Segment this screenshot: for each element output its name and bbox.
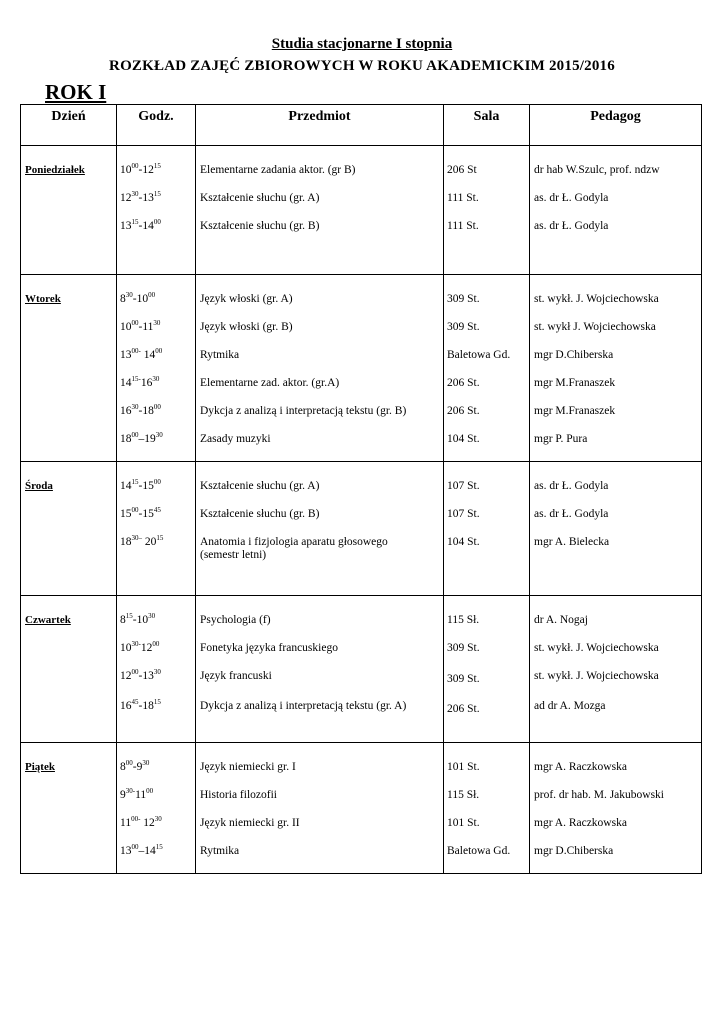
time-hour: 11 bbox=[120, 817, 132, 829]
time-cell bbox=[117, 743, 196, 874]
time-minutes: 15 bbox=[131, 478, 139, 486]
time-hour: 14 bbox=[120, 480, 132, 492]
time-minutes: 15 bbox=[156, 534, 164, 542]
time-hour: 13 bbox=[120, 349, 132, 361]
subject-entry bbox=[196, 536, 443, 566]
room-entry: 104 St. bbox=[447, 433, 480, 445]
time-hour: 15 bbox=[120, 508, 132, 520]
time-minutes: 15 bbox=[153, 162, 161, 170]
subject-line: Język niemiecki gr. II bbox=[200, 817, 300, 829]
time-minutes: 30- bbox=[131, 640, 141, 648]
subject-line: Historia filozofii bbox=[200, 789, 277, 801]
time-hour: 18 bbox=[120, 433, 132, 445]
room-entry: 107 St. bbox=[447, 508, 480, 520]
time-hour: -15 bbox=[138, 508, 154, 520]
time-entry bbox=[117, 508, 195, 536]
teacher-entry: as. dr Ł. Godyla bbox=[534, 192, 609, 204]
time-minutes: 15- bbox=[131, 375, 141, 383]
time-minutes: 30 bbox=[125, 291, 133, 299]
subject-entry bbox=[196, 642, 443, 670]
time-hour: 8 bbox=[120, 614, 126, 626]
subject-entry bbox=[196, 377, 443, 405]
subject-entry bbox=[196, 480, 443, 508]
header-row bbox=[21, 105, 702, 146]
subject-line: Rytmika bbox=[200, 845, 240, 857]
document-title: Studia stacjonarne I stopnia bbox=[271, 36, 453, 52]
subject-entry bbox=[196, 789, 443, 817]
teacher-entry: as. dr Ł. Godyla bbox=[534, 508, 609, 520]
teacher-entry: st. wykł. J. Wojciechowska bbox=[534, 293, 659, 305]
time-minutes: 15 bbox=[153, 190, 161, 198]
time-hour: -11 bbox=[138, 321, 154, 333]
day-label: Piątek bbox=[25, 761, 55, 773]
schedule-table bbox=[20, 104, 702, 874]
time-minutes: 00 bbox=[125, 759, 133, 767]
time-hour: 16 bbox=[120, 700, 132, 712]
room-entry: 206 St. bbox=[447, 377, 480, 389]
time-minutes: 15 bbox=[125, 612, 133, 620]
time-hour: 18 bbox=[120, 536, 132, 548]
time-hour: 14 bbox=[120, 377, 132, 389]
time-minutes: 00 bbox=[131, 668, 139, 676]
time-hour: -12 bbox=[138, 164, 154, 176]
time-minutes: 15 bbox=[155, 843, 163, 851]
time-hour: 12 bbox=[120, 670, 132, 682]
teacher-cell bbox=[530, 462, 702, 596]
teacher-entry: mgr A. Raczkowska bbox=[534, 761, 627, 773]
time-minutes: 00 bbox=[131, 319, 139, 327]
time-minutes: 15 bbox=[131, 218, 139, 226]
time-minutes: 30 bbox=[153, 668, 161, 676]
subject-cell bbox=[196, 146, 444, 275]
room-entry: 101 St. bbox=[447, 761, 480, 773]
subject-entry bbox=[196, 433, 443, 461]
subject-line: Psychologia (f) bbox=[200, 614, 271, 626]
subject-line: Język włoski (gr. A) bbox=[200, 293, 293, 305]
subject-entry bbox=[196, 817, 443, 845]
day-row bbox=[21, 596, 702, 743]
time-hour: 10 bbox=[120, 164, 132, 176]
time-minutes: 00 bbox=[152, 640, 160, 648]
teacher-entry: prof. dr hab. M. Jakubowski bbox=[534, 789, 664, 801]
subject-entry bbox=[196, 349, 443, 377]
time-minutes: 30- bbox=[125, 787, 136, 795]
time-entry bbox=[117, 536, 195, 566]
subject-line: Dykcja z analizą i interpretacją tekstu (gr. A) bbox=[200, 700, 407, 712]
teacher-cell bbox=[530, 275, 702, 462]
time-minutes: 30 bbox=[152, 375, 160, 383]
time-minutes: 00- bbox=[131, 347, 141, 355]
time-minutes: 00 bbox=[153, 218, 161, 226]
day-label: Środa bbox=[25, 480, 53, 492]
time-entry bbox=[117, 700, 195, 738]
year-heading: ROK I bbox=[45, 80, 107, 104]
teacher-entry: mgr A. Raczkowska bbox=[534, 817, 627, 829]
time-minutes: 00- bbox=[131, 815, 141, 823]
room-entry: 115 Sł. bbox=[447, 789, 480, 801]
time-minutes: 00 bbox=[131, 431, 139, 439]
room-entry: 206 St bbox=[447, 164, 477, 176]
time-hour: -18 bbox=[138, 405, 154, 417]
time-minutes: 00 bbox=[153, 478, 161, 486]
subject-entry bbox=[196, 321, 443, 349]
subject-entry bbox=[196, 761, 443, 789]
teacher-entry: as. dr Ł. Godyla bbox=[534, 480, 609, 492]
room-entry: 309 St. bbox=[447, 673, 480, 685]
teacher-entry: st. wykł. J. Wojciechowska bbox=[534, 670, 659, 682]
teacher-entry: as. dr Ł. Godyla bbox=[534, 220, 609, 232]
subject-line: (semestr letni) bbox=[200, 549, 267, 561]
time-minutes: 15 bbox=[153, 698, 161, 706]
subject-entry bbox=[196, 508, 443, 536]
subject-entry bbox=[196, 700, 443, 738]
column-header-room: Sala bbox=[444, 105, 530, 146]
time-hour: 20 bbox=[142, 536, 157, 548]
room-cell bbox=[444, 462, 530, 596]
room-entry: 115 Sł. bbox=[447, 614, 480, 626]
time-entry bbox=[117, 817, 195, 845]
time-hour: 10 bbox=[120, 321, 132, 333]
teacher-entry: mgr D.Chiberska bbox=[534, 349, 614, 361]
room-entry: 104 St. bbox=[447, 536, 480, 548]
time-entry bbox=[117, 321, 195, 349]
room-entry: 206 St. bbox=[447, 703, 480, 715]
column-header-time: Godz. bbox=[117, 105, 196, 146]
subject-line: Elementarne zad. aktor. (gr.A) bbox=[200, 377, 340, 389]
time-minutes: 00 bbox=[131, 506, 139, 514]
time-hour: -18 bbox=[138, 700, 154, 712]
time-entry bbox=[117, 761, 195, 789]
time-entry bbox=[117, 293, 195, 321]
time-hour: 9 bbox=[120, 789, 126, 801]
day-cell bbox=[21, 462, 117, 596]
room-cell bbox=[444, 743, 530, 874]
subject-cell bbox=[196, 275, 444, 462]
time-minutes: 00 bbox=[148, 291, 156, 299]
time-entry bbox=[117, 192, 195, 220]
time-entry bbox=[117, 614, 195, 642]
teacher-cell bbox=[530, 596, 702, 743]
time-cell bbox=[117, 275, 196, 462]
subject-line: Kształcenie słuchu (gr. A) bbox=[200, 480, 320, 492]
teacher-entry: mgr A. Bielecka bbox=[534, 536, 610, 548]
subject-line: Elementarne zadania aktor. (gr B) bbox=[200, 164, 356, 176]
time-hour: –14 bbox=[138, 845, 156, 857]
subject-line: Dykcja z analizą i interpretacją tekstu (gr. B) bbox=[200, 405, 407, 417]
teacher-entry: mgr P. Pura bbox=[534, 433, 588, 445]
subject-cell bbox=[196, 596, 444, 743]
time-hour: 12 bbox=[140, 817, 155, 829]
time-hour: 16 bbox=[120, 405, 132, 417]
subject-line: Anatomia i fizjologia aparatu głosowego bbox=[200, 536, 388, 548]
time-minutes: 30 bbox=[154, 815, 162, 823]
day-cell bbox=[21, 596, 117, 743]
day-label: Czwartek bbox=[25, 614, 71, 626]
subject-entry bbox=[196, 405, 443, 433]
subject-line: Kształcenie słuchu (gr. A) bbox=[200, 192, 320, 204]
time-hour: 11 bbox=[135, 789, 147, 801]
subject-entry bbox=[196, 220, 443, 248]
day-row bbox=[21, 462, 702, 596]
day-row bbox=[21, 146, 702, 275]
room-cell bbox=[444, 146, 530, 275]
time-hour: 8 bbox=[120, 761, 126, 773]
day-cell bbox=[21, 743, 117, 874]
teacher-entry: mgr M.Franaszek bbox=[534, 405, 616, 417]
subject-entry bbox=[196, 614, 443, 642]
time-entry bbox=[117, 789, 195, 817]
subject-entry bbox=[196, 192, 443, 220]
time-entry bbox=[117, 349, 195, 377]
subject-line: Fonetyka języka francuskiego bbox=[200, 642, 338, 654]
time-minutes: 30 bbox=[142, 759, 150, 767]
time-hour: 8 bbox=[120, 293, 126, 305]
time-hour: -15 bbox=[138, 480, 154, 492]
column-header-day: Dzień bbox=[21, 105, 117, 146]
subject-line: Język niemiecki gr. I bbox=[200, 761, 296, 773]
day-cell bbox=[21, 146, 117, 275]
teacher-entry: st. wykł J. Wojciechowska bbox=[534, 321, 656, 333]
time-minutes: 30 bbox=[131, 190, 139, 198]
teacher-entry: dr hab W.Szulc, prof. ndzw bbox=[534, 164, 660, 176]
room-cell bbox=[444, 596, 530, 743]
time-minutes: 00 bbox=[153, 403, 161, 411]
time-minutes: 00 bbox=[146, 787, 154, 795]
room-entry: 206 St. bbox=[447, 405, 480, 417]
subject-line: Język włoski (gr. B) bbox=[200, 321, 293, 333]
time-minutes: 30 bbox=[153, 319, 161, 327]
subject-line: Język francuski bbox=[200, 670, 272, 682]
subject-entry bbox=[196, 293, 443, 321]
room-entry: 111 St. bbox=[447, 220, 479, 232]
time-minutes: 45 bbox=[153, 506, 161, 514]
subject-line: Zasady muzyki bbox=[200, 433, 271, 445]
room-cell bbox=[444, 275, 530, 462]
time-minutes: 00 bbox=[131, 843, 139, 851]
room-entry: 309 St. bbox=[447, 293, 480, 305]
time-minutes: 30 bbox=[131, 403, 139, 411]
time-entry bbox=[117, 405, 195, 433]
time-hour: 10 bbox=[120, 642, 132, 654]
time-entry bbox=[117, 220, 195, 248]
time-entry bbox=[117, 433, 195, 461]
subject-cell bbox=[196, 462, 444, 596]
time-minutes: 30 bbox=[148, 612, 156, 620]
time-cell bbox=[117, 462, 196, 596]
time-entry bbox=[117, 670, 195, 700]
time-hour: 12 bbox=[120, 192, 132, 204]
time-entry bbox=[117, 642, 195, 670]
day-label: Wtorek bbox=[25, 293, 61, 305]
room-entry: Baletowa Gd. bbox=[447, 349, 511, 361]
time-hour: -10 bbox=[132, 614, 149, 626]
time-hour: –19 bbox=[138, 433, 156, 445]
subject-line: Kształcenie słuchu (gr. B) bbox=[200, 220, 320, 232]
teacher-cell bbox=[530, 743, 702, 874]
time-hour: -13 bbox=[138, 192, 154, 204]
time-entry bbox=[117, 164, 195, 192]
subject-line: Rytmika bbox=[200, 349, 240, 361]
time-cell bbox=[117, 146, 196, 275]
room-entry: Baletowa Gd. bbox=[447, 845, 511, 857]
time-hour: 13 bbox=[120, 220, 132, 232]
time-entry bbox=[117, 377, 195, 405]
teacher-entry: ad dr A. Mozga bbox=[534, 700, 606, 712]
column-header-subject: Przedmiot bbox=[196, 105, 444, 146]
subject-line: Kształcenie słuchu (gr. B) bbox=[200, 508, 320, 520]
time-minutes: 30– bbox=[131, 534, 142, 542]
day-row bbox=[21, 275, 702, 462]
day-cell bbox=[21, 275, 117, 462]
teacher-entry: st. wykł. J. Wojciechowska bbox=[534, 642, 659, 654]
teacher-cell bbox=[530, 146, 702, 275]
subject-entry bbox=[196, 845, 443, 873]
day-row bbox=[21, 743, 702, 874]
time-entry bbox=[117, 845, 195, 873]
time-hour: -10 bbox=[132, 293, 149, 305]
teacher-entry: mgr D.Chiberska bbox=[534, 845, 614, 857]
time-cell bbox=[117, 596, 196, 743]
teacher-entry: dr A. Nogaj bbox=[534, 614, 588, 626]
teacher-entry: mgr M.Franaszek bbox=[534, 377, 616, 389]
room-entry: 309 St. bbox=[447, 642, 480, 654]
subject-entry bbox=[196, 164, 443, 192]
time-hour: -14 bbox=[138, 220, 154, 232]
time-minutes: 00 bbox=[131, 162, 139, 170]
subject-entry bbox=[196, 670, 443, 700]
time-hour: -9 bbox=[132, 761, 143, 773]
room-entry: 107 St. bbox=[447, 480, 480, 492]
time-minutes: 00 bbox=[155, 347, 163, 355]
time-hour: 14 bbox=[140, 349, 156, 361]
room-entry: 111 St. bbox=[447, 192, 479, 204]
room-entry: 101 St. bbox=[447, 817, 480, 829]
time-hour: 12 bbox=[140, 642, 153, 654]
room-entry: 309 St. bbox=[447, 321, 480, 333]
time-minutes: 45 bbox=[131, 698, 139, 706]
time-entry bbox=[117, 480, 195, 508]
day-label: Poniedziałek bbox=[25, 164, 85, 176]
time-minutes: 30 bbox=[155, 431, 163, 439]
schedule-heading: ROZKŁAD ZAJĘĆ ZBIOROWYCH W ROKU AKADEMICKIM 2015/2016 bbox=[109, 58, 615, 74]
time-hour: 16 bbox=[140, 377, 153, 389]
column-header-teacher: Pedagog bbox=[530, 105, 702, 146]
subject-cell bbox=[196, 743, 444, 874]
time-hour: 13 bbox=[120, 845, 132, 857]
time-hour: -13 bbox=[138, 670, 154, 682]
